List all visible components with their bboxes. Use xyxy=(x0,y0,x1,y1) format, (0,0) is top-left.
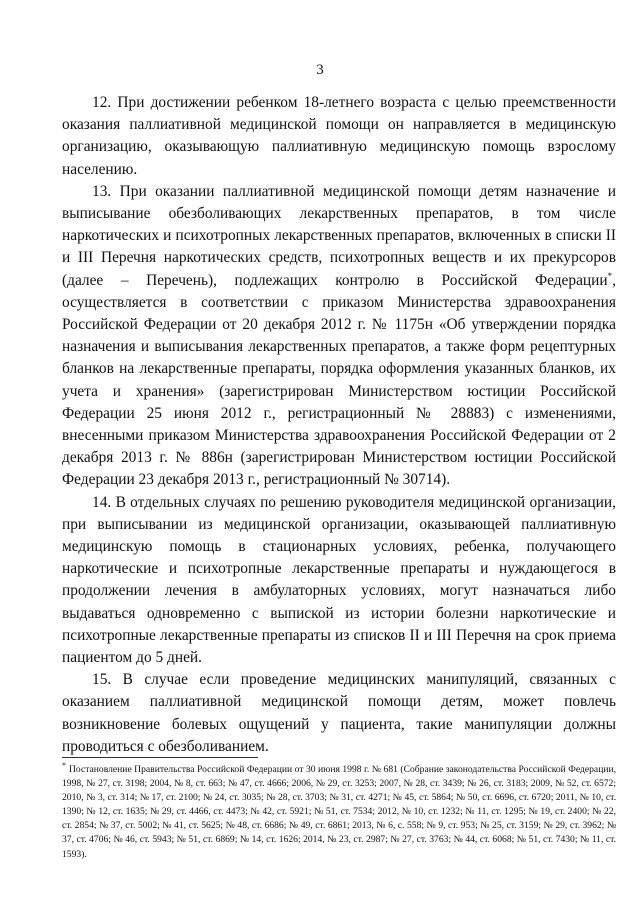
paragraph-13 xyxy=(62,181,616,492)
footnote-mark: * xyxy=(62,760,66,770)
footnote-divider xyxy=(62,757,258,758)
footnote xyxy=(62,760,616,862)
paragraph-15: 15. В случае если проведение медицинских манипуляций, связанных с оказанием паллиативной медицинской помощи детям, может повлечь возникновение болевых ощущений у пациента, такие манипуляции должны проводиться с обезболиванием. xyxy=(62,671,616,755)
paragraph-13-part-1: 13. При оказании паллиативной медицинской помощи детям назначение и выписывание обезболивающих лекарственных препаратов, в том числе наркотических и психотропных лекарственных препаратов, включенных в списки II и III Перечня наркотических средств, психотропных веществ и их прекурсоров (далее – Перечень), подлежащих контролю в Российской Федерации xyxy=(62,182,616,289)
paragraph-14: 14. В отдельных случаях по решению руководителя медицинской организации, при выписывании из медицинской организации, оказывающей паллиативную медицинскую помощь в стационарных условиях, ребенка, получающего наркотические и психотропные лекарственные препараты и нуждающегося в продолжении лечения в амбулаторных условиях, могут назначаться либо выдаваться одновременно с выпиской из истории болезни наркотические и психотропные лекарственные препараты из списков II и III Перечня на срок приема пациентом до 5 дней. xyxy=(62,493,616,667)
page-number: 3 xyxy=(316,62,324,78)
paragraph-12: 12. При достижении ребенком 18-летнего возраста с целью преемственности оказания паллиативной медицинской помощи он направляется в медицинскую организацию, оказывающую паллиативную медицинскую помощь взрослому населению. xyxy=(62,94,616,178)
paragraph-13-part-2: , осуществляется в соответствии с приказом Министерства здравоохранения Российской Федерации от 20 декабря 2012 г. № 1175н «Об утверждении порядка назначения и выписывания лекарственных препаратов, а также форм рецептурных бланков на лекарственные препараты, порядка оформления указанных бланков, их учета и хранения» (зарегистрирован Министерством юстиции Российской Федерации 25 июня 2012 г., регистрационный № 28883) с изменениями, внесенными приказом Министерства здравоохранения Российской Федерации от 2 декабря 2013 г. № 886н (зарегистрирован Министерством юстиции Российской Федерации 23 декабря 2013 г., регистрационный № 30714). xyxy=(62,271,616,489)
footnote-reference-mark: * xyxy=(607,270,613,281)
footnote-text: Постановление Правительства Российской Федерации от 30 июня 1998 г. № 681 (Собрание законодательства Российской Федерации, 1998, № 27, ст. 3198; 2004, № 8, ст. 663; № 47, ст. 4666; 2006, № 29, ст. 3253; 2007, № 28, ст. 3439; № 26, ст. 3183; 2009, № 52, ст. 6572; 2010, № 3, ст. 314; № 17, ст. 2100; № 24, ст. 3035; № 28, ст. 3703; № 31, ст. 4271; № 45, ст. 5864; № 50, ст. 6696, ст. 6720; 2011, № 10, ст. 1390; № 12, ст. 1635; № 29, ст. 4466, ст. 4473; № 42, ст. 5921; № 51, ст. 7534; 2012, № 10, ст. 1232; № 11, ст. 1295; № 19, ст. 2400; № 22, ст. 2854; № 37, ст. 5002; № 41, ст. 5625; № 48, ст. 6686; № 49, ст. 6861; 2013, № 6, с. 558; № 9, ст. 953; № 25, ст. 3159; № 29, ст. 3962; № 37, ст. 4706; № 46, ст. 5943; № 51, ст. 6869; № 14, ст. 1626; 2014, № 23, ст. 2987; № 27, ст. 3763; № 44, ст. 6068; № 51, ст. 7430; № 11, ст. 1593). xyxy=(62,764,616,860)
document-body xyxy=(62,92,616,758)
